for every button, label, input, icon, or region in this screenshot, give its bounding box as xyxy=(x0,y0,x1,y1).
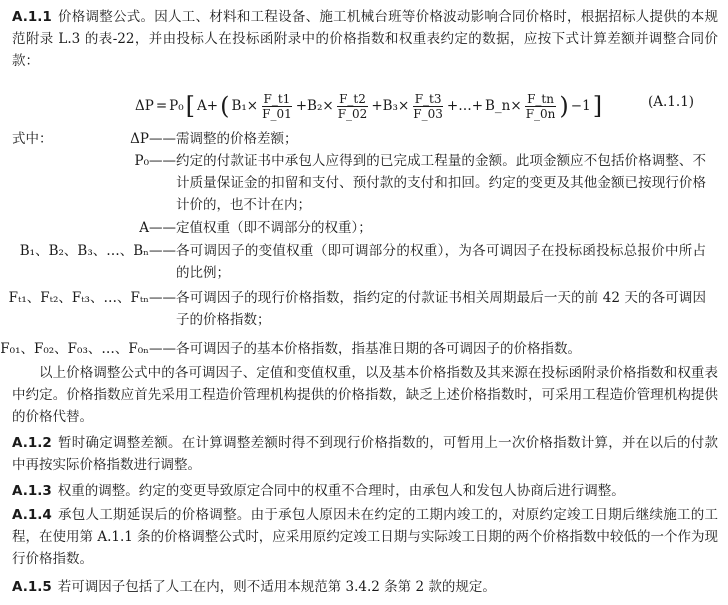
clause-text: 权重的调整。约定的变更导致原定合同中的权重不合理时，由承包人和发包人协商后进行调整。 xyxy=(57,483,625,499)
formula-b1: B₁× xyxy=(231,98,259,114)
clause-text: 承包人工期延误后的价格调整。由于承包人原因未在约定的工期内竣工的，对原约定竣工日期后继续施工的工程，在使用第 A.1.1 条的价格调整公式时，应采用原约定竣工日期与实际竣工日期的两个价格指数中较低的一个作为现行价格指数。 xyxy=(12,507,718,567)
formula-paren-close: ) xyxy=(559,92,569,120)
fraction-1: $\frac{F\_t1}{F\_01}$ xyxy=(262,91,292,121)
clause-a-1-4 xyxy=(12,504,718,570)
def-term: Fₜ₁、Fₜ₂、Fₜ₃、…、Fₜₙ—— xyxy=(8,290,176,306)
formula-b3: +B₃× xyxy=(371,98,410,114)
def-term: ΔP—— xyxy=(130,131,176,147)
clause-number: A.1.1 xyxy=(12,9,52,25)
formula-bracket-open: [ xyxy=(185,92,196,120)
def-desc: 定值权重（即不调部分的权重）； xyxy=(176,220,372,236)
def-term: A—— xyxy=(139,220,176,236)
clause-a-1-1 xyxy=(12,6,718,72)
formula-p0: P₀ xyxy=(169,98,184,114)
formula-paren-open: ( xyxy=(220,92,230,120)
clause-text: 价格调整公式。因人工、材料和工程设备、施工机械台班等价格波动影响合同价格时，根据招标人提供的本规范附录 L.3 的表-22，并由投标人在投标函附录中的价格指数和权重表约定的数据，应按下式计算差额并调整合同价款： xyxy=(12,9,718,69)
clause-text: 若可调因子包括了人工在内，则不适用本规范第 3.4.2 条第 2 款的规定。 xyxy=(57,579,496,595)
fraction-2: $\frac{F\_t2}{F\_02}$ xyxy=(337,91,368,121)
clause-number: A.1.2 xyxy=(12,435,52,451)
fraction-3: $\frac{F\_t3}{F\_03}$ xyxy=(413,91,443,121)
formula-a: A+ xyxy=(197,98,219,114)
clause-text: 暂时确定调整差额。在计算调整差额时得不到现行价格指数的，可暂用上一次价格指数计算，并在以后的付款中再按实际价格指数进行调整。 xyxy=(12,435,718,473)
clause-number: A.1.5 xyxy=(12,579,52,595)
clause-number: A.1.4 xyxy=(12,507,52,523)
paragraph-index-source: 以上价格调整公式中的各可调因子、定值和变值权重，以及基本价格指数及其来源在投标函附录价格指数和权重表中约定。价格指数应首先采用工程造价管理机构提供的价格指数，缺乏上述价格指数时，可采用工程造价管理机构提供的价格代替。 xyxy=(12,365,718,425)
formula-minus-one: −1 xyxy=(570,98,591,114)
equation-number: (A.1.1) xyxy=(648,94,695,110)
def-desc: 约定的付款证书中承包人应得到的已完成工程量的金额。此项金额应不包括价格调整、不计质量保证金的扣留和支付、预付款的支付和扣回。约定的变更及其他金额已按现行价格计价的，也不计在内； xyxy=(176,153,706,213)
clause-a-1-5 xyxy=(12,576,718,598)
def-desc: 各可调因子的基本价格指数，指基准日期的各可调因子的价格指数。 xyxy=(176,341,581,357)
def-term: F₀₁、F₀₂、F₀₃、…、F₀ₙ—— xyxy=(0,341,176,357)
def-desc: 需调整的价格差额； xyxy=(176,131,298,147)
defs-lead: 式中： xyxy=(12,131,53,147)
formula-bn: B_n× xyxy=(485,98,522,114)
def-term: B₁、B₂、B₃、…、Bₙ—— xyxy=(19,243,176,259)
formula-lhs: ΔP xyxy=(135,98,154,114)
formula-b2: +B₂× xyxy=(295,98,334,114)
fraction-n: $\frac{F\_tn}{F\_0n}$ xyxy=(525,91,556,121)
clause-a-1-3 xyxy=(12,480,718,502)
price-adjustment-formula xyxy=(134,86,603,126)
clause-number: A.1.3 xyxy=(12,483,52,499)
def-term: P₀—— xyxy=(134,153,176,169)
formula-eq: = xyxy=(155,98,168,114)
def-desc: 各可调因子的现行价格指数，指约定的付款证书相关周期最后一天的前 42 天的各可调因子的价格指数； xyxy=(176,290,706,328)
clause-a-1-2 xyxy=(12,432,718,476)
def-desc: 各可调因子的变值权重（即可调部分的权重），为各可调因子在投标函投标总报价中所占的比例； xyxy=(176,243,706,281)
formula-dots: +…+ xyxy=(446,98,484,114)
formula-bracket-close: ] xyxy=(592,92,603,120)
